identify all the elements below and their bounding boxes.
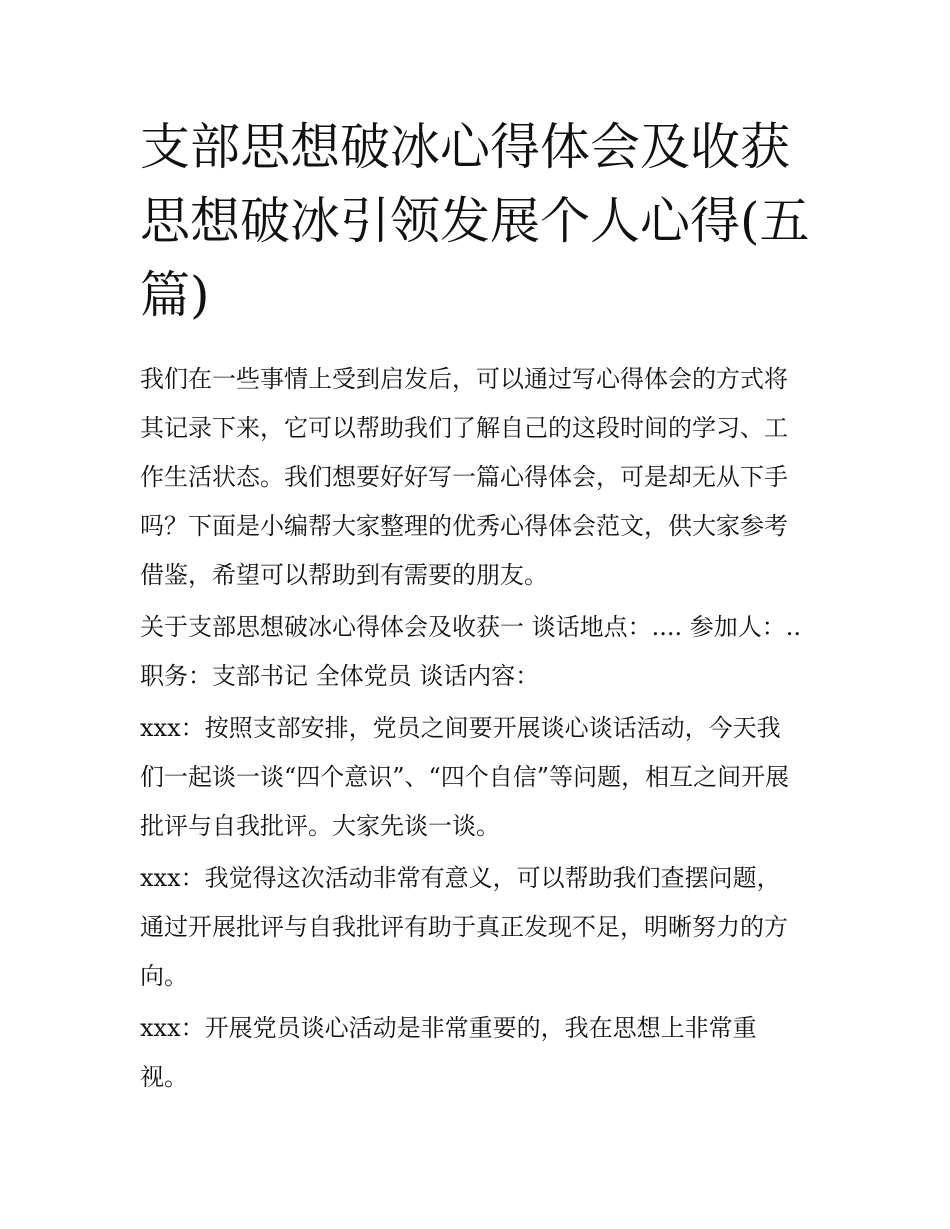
paragraph-line: 通过开展批评与自我批评有助于真正发现不足，明晰努力的方 [140, 913, 788, 941]
paragraph-line: 关于支部思想破冰心得体会及收获一 谈话地点：.... 参加人：.. [140, 613, 802, 641]
paragraph-line: 批评与自我批评。大家先谈一谈。 [140, 812, 500, 840]
meeting-info-paragraph [140, 603, 820, 701]
title-line: 思想破冰引领发展个人心得(五 [140, 192, 810, 250]
document-body [140, 355, 820, 1102]
paragraph-line: xxx：开展党员谈心活动是非常重要的，我在思想上非常重 [140, 1014, 757, 1042]
paragraph-line: 视。 [140, 1063, 188, 1091]
dialogue-paragraph [140, 1004, 820, 1102]
paragraph-line: 们一起谈一谈“四个意识”、“四个自信”等问题，相互之间开展 [140, 763, 790, 791]
paragraph-line: 其记录下来，它可以帮助我们了解自己的这段时间的学习、工 [140, 414, 788, 442]
title-line: 支部思想破冰心得体会及收获 [140, 118, 790, 176]
intro-paragraph [140, 355, 820, 600]
paragraph-line: 借鉴，希望可以帮助到有需要的朋友。 [140, 561, 548, 589]
dialogue-paragraph [140, 704, 820, 851]
paragraph-line: xxx：按照支部安排，党员之间要开展谈心谈话活动，今天我 [140, 714, 781, 742]
document-title [140, 110, 820, 332]
paragraph-line: 职务：支部书记 全体党员 谈话内容： [140, 662, 540, 690]
dialogue-paragraph [140, 854, 820, 1001]
paragraph-line: 我们在一些事情上受到启发后，可以通过写心得体会的方式将 [140, 365, 788, 393]
paragraph-line: 吗？下面是小编帮大家整理的优秀心得体会范文，供大家参考 [140, 512, 788, 540]
paragraph-line: 作生活状态。我们想要好好写一篇心得体会，可是却无从下手 [140, 463, 788, 491]
paragraph-line: xxx：我觉得这次活动非常有意义，可以帮助我们查摆问题， [140, 864, 781, 892]
title-line: 篇) [140, 266, 210, 324]
paragraph-line: 向。 [140, 962, 188, 990]
